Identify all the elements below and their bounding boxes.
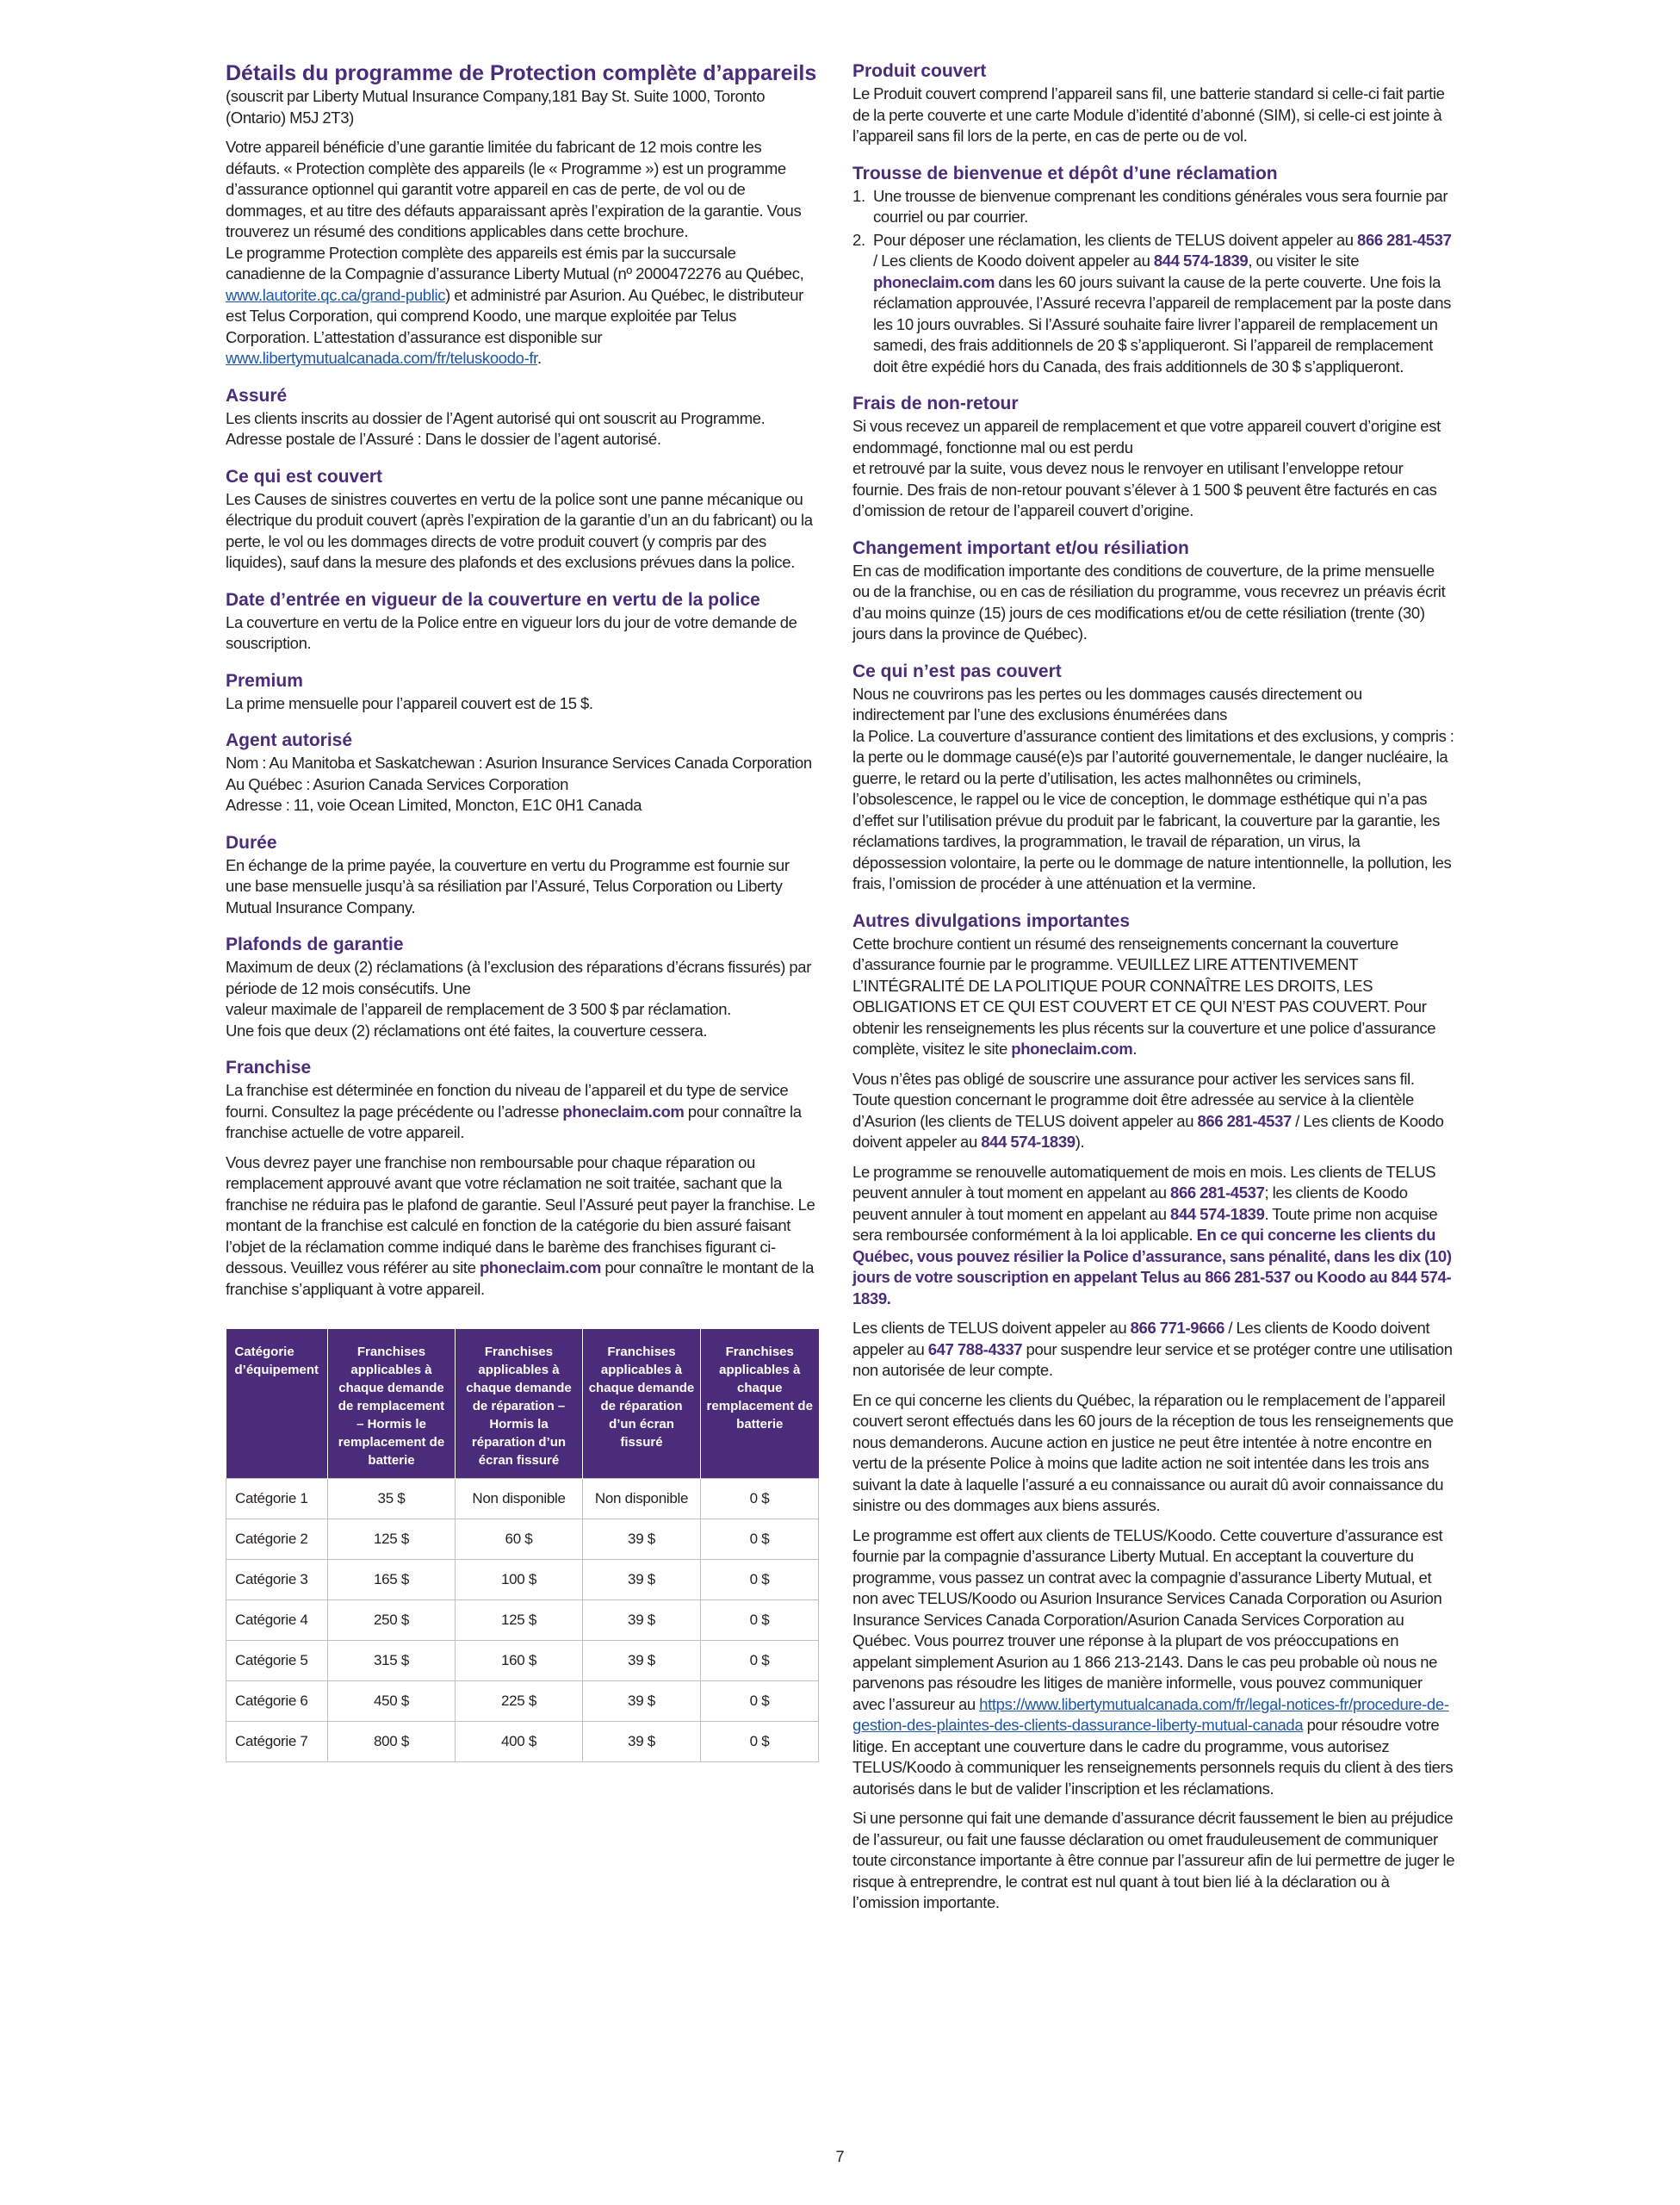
- page-number: 7: [835, 2148, 845, 2165]
- table-cell: 160 $: [456, 1641, 583, 1681]
- telus-phone[interactable]: 866 281-4537: [1197, 1111, 1292, 1130]
- limits-heading: Plafonds de garantie: [226, 935, 404, 954]
- covered-product-heading: Produit couvert: [852, 61, 987, 81]
- underwriter-note: (souscrit par Liberty Mutual Insurance Company,181 Bay St. Suite 1000, Toronto (Ontario) M5J 2T3): [226, 87, 766, 127]
- premium-section: [226, 670, 818, 715]
- premium-paragraph: La prime mensuelle pour l’appareil couvert est de 15 $.: [226, 693, 593, 712]
- table-header: Franchises applicables à chaque demande de réparation d’un écran fissuré: [583, 1329, 701, 1479]
- table-cell: 39 $: [583, 1681, 701, 1722]
- table-cell: 315 $: [328, 1641, 456, 1681]
- table-row: [226, 1479, 819, 1519]
- list-item: 1. Une trousse de bienvenue comprenant les conditions générales vous sera fournie par courriel ou par courrier.: [852, 186, 1448, 226]
- coverage-section: [226, 466, 818, 574]
- table-header: Catégorie d’équipement: [226, 1329, 328, 1479]
- claim-heading: Trousse de bienvenue et dépôt d’une réclamation: [852, 163, 1278, 183]
- non-return-paragraph-1: Si vous recevez un appareil de remplacement et que votre appareil couvert d’origine est endommagé, fonctionne mal ou est perdu: [852, 417, 1441, 457]
- koodo-phone[interactable]: 844 574-1839: [981, 1133, 1076, 1151]
- table-cell: Catégorie 4: [226, 1600, 328, 1641]
- disclosures-paragraph-1: Cette brochure contient un résumé des renseignements concernant la couverture d’assurance fournie par le programme. VEUILLEZ LIRE ATTENTIVEMENT L’INTÉGRALITÉ DE LA POLITIQUE POUR CONNAÎTRE LES DROITS, LES OBLIGATIONS ET CE QUI EST COUVERT ET CE QUI N’EST PAS COUVERT. Pour obtenir les renseignements les plus récents sur la couverture et une police d’assurance complète, visitez le site phoneclaim.com.: [852, 934, 1436, 1058]
- table-cell: 100 $: [456, 1560, 583, 1600]
- table-cell: 450 $: [328, 1681, 456, 1722]
- deductible-heading: Franchise: [226, 1058, 312, 1078]
- non-return-heading: Frais de non-retour: [852, 394, 1019, 413]
- agent-section: [226, 730, 818, 817]
- quebec-cancellation-notice: En ce qui concerne les clients du Québec, vous pouvez résilier la Police d’assurance, sans pénalité, dans les dix (10) jours de votre souscription en appelant Telus au 866 281-537 ou Koodo au 844 574-1839.: [852, 1226, 1452, 1307]
- table-header: Franchises applicables à chaque remplacement de batterie: [701, 1329, 819, 1479]
- disclosures-paragraph-4: Les clients de TELUS doivent appeler au 866 771-9666 / Les clients de Koodo doivent appeler au 647 788-4337 pour suspendre leur service et se protéger contre une utilisation non autorisée de leur compte.: [852, 1319, 1453, 1379]
- coverage-heading: Ce qui est couvert: [226, 466, 383, 487]
- koodo-phone[interactable]: 844 574-1839: [1170, 1204, 1265, 1223]
- table-row: [226, 1560, 819, 1600]
- telus-phone[interactable]: 866 281-4537: [1357, 230, 1452, 249]
- table-cell: Catégorie 5: [226, 1641, 328, 1681]
- table-cell: 0 $: [701, 1479, 819, 1519]
- covered-product-section: [852, 60, 1455, 147]
- table-cell: 0 $: [701, 1560, 819, 1600]
- table-cell: 400 $: [456, 1722, 583, 1762]
- table-cell: 125 $: [456, 1600, 583, 1641]
- claim-steps: [852, 186, 1455, 378]
- koodo-suspend-phone[interactable]: 647 788-4337: [927, 1339, 1023, 1358]
- table-cell: 39 $: [583, 1519, 701, 1560]
- table-cell: 60 $: [456, 1519, 583, 1560]
- limits-section: [226, 934, 818, 1041]
- disclosures-heading: Autres divulgations importantes: [852, 910, 1131, 931]
- table-cell: Catégorie 1: [226, 1479, 328, 1519]
- table-cell: Catégorie 6: [226, 1681, 328, 1722]
- change-paragraph: En cas de modification importante des conditions de couverture, de la prime mensuelle ou de la franchise, ou en cas de résiliation du programme, vous recevrez un préavis écrit d’au moins quinze (15) jours de ces modifications et/ou de cette résiliation (trente (30) jours dans la province de Québec).: [852, 561, 1446, 643]
- disclosures-paragraph-2: Vous n’êtes pas obligé de souscrire une assurance pour activer les services sans fil. Toute question concernant le programme doit être adressée au service à la clientèle d’Asurion (les clients de TELUS doivent appeler au 866 281-4537 / Les clients de Koodo doivent appeler au 844 574-1839).: [852, 1069, 1444, 1151]
- disclosures-paragraph-7: Si une personne qui fait une demande d’assurance décrit faussement le bien au préjudice de l’assureur, ou fait une fausse déclaration ou omet frauduleusement de communiquer toute circonstance importante à être connue par l’assureur afin de lui permettre de juger le risque à entreprendre, le contrat est nul quant à tout bien lié à la déclaration ou à l’omission importante.: [852, 1809, 1455, 1911]
- effective-date-paragraph: La couverture en vertu de la Police entre en vigueur lors du jour de votre demande de souscription.: [226, 612, 797, 652]
- agent-address: Adresse : 11, voie Ocean Limited, Moncton, E1C 0H1 Canada: [226, 796, 642, 814]
- disclosures-paragraph-6: Le programme est offert aux clients de TELUS/Koodo. Cette couverture d’assurance est fournie par la compagnie d’assurance Liberty Mutual. En acceptant la couverture du programme, vous passez un contrat avec la compagnie d’assurance Liberty Mutual, et non avec TELUS/Koodo ou Asurion Insurance Services Canada Corporation ou Asurion Insurance Services Canada Corporation/Asurion Canada Services Corporation au Québec. Vous pourrez trouver une réponse à la plupart de vos préoccupations en appelant simplement Asurion au 1 866 213-2143. Dans le cas peu probable où nous ne parvenons pas résoudre les litiges de manière informelle, vous pouvez communiquer avec l’assureur au https://www.libertymutualcanada.com/fr/legal-notices-fr/procedure-de-gestion-des-plaintes-des-clients-dassurance-liberty-mutual-canada pour résoudre votre litige. En acceptant une couverture dans le cadre du programme, vous autorisez TELUS/Koodo à communiquer les renseignements personnels requis du client à des tiers autorisés dans le but de valider l’inscription et les réclamations.: [852, 1525, 1454, 1798]
- table-cell: 0 $: [701, 1681, 819, 1722]
- table-cell: Non disponible: [583, 1479, 701, 1519]
- table-cell: Catégorie 2: [226, 1519, 328, 1560]
- table-cell: 39 $: [583, 1722, 701, 1762]
- insured-address: Adresse postale de l’Assuré : Dans le dossier de l’agent autorisé.: [226, 430, 661, 448]
- table-row: [226, 1519, 819, 1560]
- change-section: [852, 537, 1455, 645]
- claim-section: [852, 163, 1455, 378]
- table-row: [226, 1600, 819, 1641]
- phoneclaim-link[interactable]: phoneclaim.com: [562, 1102, 685, 1121]
- agent-heading: Agent autorisé: [226, 730, 353, 750]
- deductible-paragraph-1: La franchise est déterminée en fonction du niveau de l’appareil et du type de service fourni. Consultez la page précédente ou l’adresse phoneclaim.com pour connaître la franchise actuelle de votre appareil.: [226, 1081, 802, 1141]
- table-cell: 0 $: [701, 1600, 819, 1641]
- disclosures-section: [852, 910, 1455, 1914]
- page-title: Détails du programme de Protection complète d’appareils: [226, 61, 817, 85]
- complaints-link[interactable]: https://www.libertymutualcanada.com/fr/legal-notices-fr/procedure-de-gestion-des-plaintes-des-clients-dassurance-liberty-mutual-canada: [852, 1694, 1449, 1734]
- table-header: Franchises applicables à chaque demande de remplacement – Hormis le remplacement de batterie: [328, 1329, 456, 1479]
- non-return-section: [852, 393, 1455, 522]
- table-cell: Catégorie 7: [226, 1722, 328, 1762]
- table-cell: 39 $: [583, 1641, 701, 1681]
- coverage-paragraph: Les Causes de sinistres couvertes en vertu de la police sont une panne mécanique ou électrique du produit couvert (après l’expiration de la garantie d’un an du fabricant) ou la perte, le vol ou les dommages directs de votre produit couvert (y compris par des liquides), sauf dans la mesure des plafonds et des exclusions prévues dans la police.: [226, 489, 813, 571]
- deductible-table: [226, 1329, 819, 1762]
- table-cell: 0 $: [701, 1641, 819, 1681]
- table-cell: Catégorie 3: [226, 1560, 328, 1600]
- deductible-section: [226, 1057, 818, 1300]
- deductible-paragraph-2: Vous devrez payer une franchise non remboursable pour chaque réparation ou remplacement approuvé avant que votre réclamation ne soit traitée, sachant que la franchise ne réduira pas le plafond de garantie. Seul l’Assuré peut payer la franchise. Le montant de la franchise est calculé en fonction de la catégorie du bien assuré faisant l’objet de la réclamation comme indiqué dans le barème des franchises figurant ci-dessous. Veuillez vous référer au site phoneclaim.com pour connaître le montant de la franchise s’appliquant à votre appareil.: [226, 1152, 815, 1298]
- amf-link[interactable]: www.lautorite.qc.ca/grand-public: [226, 285, 446, 304]
- non-return-paragraph-2: et retrouvé par la suite, vous devez nous le renvoyer en utilisant l’enveloppe retour fournie. Des frais de non-retour pouvant s’élever à 1 500 $ peuvent être facturés en cas d’omission de retour de l’appareil couvert d’origine.: [852, 459, 1437, 519]
- limits-claims: Maximum de deux (2) réclamations (à l’exclusion des réparations d’écrans fissurés) par période de 12 mois consécutifs. Une: [226, 958, 812, 997]
- table-cell: 225 $: [456, 1681, 583, 1722]
- limits-cease: Une fois que deux (2) réclamations ont été faites, la couverture cessera.: [226, 1021, 708, 1040]
- intro-section: [226, 60, 818, 370]
- table-cell: 0 $: [701, 1519, 819, 1560]
- duration-heading: Durée: [226, 832, 277, 853]
- phoneclaim-link[interactable]: phoneclaim.com: [479, 1258, 602, 1276]
- list-item: 2. Pour déposer une réclamation, les clients de TELUS doivent appeler au 866 281-4537 / Les clients de Koodo doivent appeler au 844 574-1839, ou visiter le site phoneclaim.com dans les 60 jours suivant la cause de la perte couverte. Une fois la réclamation approuvée, l’Assuré recevra l’appareil de remplacement par la poste dans les 10 jours ouvrables. Si l’Assuré souhaite faire livrer l’appareil de remplacement un samedi, des frais additionnels de 20 $ s’appliqueront. Si l’appareil de remplacement doit être expédié hors du Canada, des frais additionnels de 30 $ s’appliqueront.: [852, 230, 1452, 376]
- table-cell: Non disponible: [456, 1479, 583, 1519]
- table-cell: 250 $: [328, 1600, 456, 1641]
- duration-paragraph: En échange de la prime payée, la couverture en vertu du Programme est fournie sur une base mensuelle jusqu’à sa résiliation par l’Assuré, Telus Corporation ou Liberty Mutual Insurance Company.: [226, 855, 790, 916]
- table-cell: 35 $: [328, 1479, 456, 1519]
- agent-quebec: Au Québec : Asurion Canada Services Corporation: [226, 774, 569, 793]
- right-column: [852, 60, 1455, 1929]
- left-column: [226, 60, 818, 1762]
- disclosures-paragraph-5: En ce qui concerne les clients du Québec, la réparation ou le remplacement de l’appareil couvert seront effectués dans les 60 jours de la réception de tous les renseignements que nous demanderons. Aucune action en justice ne peut être intentée à notre encontre en vertu de la présente Police à moins que ladite action ne soit intentée dans les trois ans suivant la date à laquelle l’assuré a eu connaissance ou aurait dû avoir connaissance du sinistre ou des dommages aux biens assurés.: [852, 1390, 1454, 1514]
- premium-heading: Premium: [226, 670, 303, 691]
- insured-section: [226, 385, 818, 450]
- intro-paragraph: Votre appareil bénéficie d’une garantie limitée du fabricant de 12 mois contre les défauts. « Protection complète des appareils (le « Programme ») est un programme d’assurance optionnel qui garantit votre appareil en cas de perte, de vol ou de dommages, et au titre des défauts apparaissant après l’expiration de la garantie. Vous trouverez un résumé des conditions applicables dans cette brochure.: [226, 138, 802, 240]
- insured-paragraph: Les clients inscrits au dossier de l’Agent autorisé qui ont souscrit au Programme.: [226, 408, 766, 427]
- not-covered-heading: Ce qui n’est pas couvert: [852, 661, 1062, 681]
- table-row: [226, 1681, 819, 1722]
- issuer-paragraph: Le programme Protection complète des appareils est émis par la succursale canadienne de la Compagnie d’assurance Liberty Mutual (nº 2000472276 au Québec, www.lautorite.qc.ca/grand-public) et administré par Asurion. Au Québec, le distributeur est Telus Corporation, qui comprend Koodo, une marque exploitée par Telus Corporation. L’attestation d’assurance est disponible sur www.libertymutualcanada.com/fr/teluskoodo-fr.: [226, 243, 804, 367]
- covered-product-paragraph: Le Produit couvert comprend l’appareil sans fil, une batterie standard si celle-ci fait partie de la perte couverte et une carte Module d’identité d’abonné (SIM), si celle-ci est jointe à l’appareil sans fil lors de la perte, en cas de perte ou de vol.: [852, 84, 1445, 145]
- koodo-phone[interactable]: 844 574-1839: [1153, 252, 1249, 270]
- table-row: [226, 1722, 819, 1762]
- table-cell: 125 $: [328, 1519, 456, 1560]
- limits-value: valeur maximale de l’appareil de remplacement de 3 500 $ par réclamation.: [226, 1000, 731, 1018]
- not-covered-paragraph-2: la Police. La couverture d’assurance contient des limitations et des exclusions, y compris : la perte ou le dommage causé(e)s par l’autorité gouvernementale, le danger nucléaire, la guerre, le retard ou la perte d’utilisation, les actes malhonnêtes ou criminels, l’obsolescence, le rappel ou le vice de conception, le dommage esthétique qui n’a pas d’effet sur l’utilisation prévue du produit par le fabricant, la couverture par la garantie, les réclamations tardives, la programmation, le travail de réparation, un virus, la dépossession volontaire, la perte ou le dommage de nature intentionnelle, la pollution, les frais, l’omission de procéder à une atténuation et la vermine.: [852, 726, 1454, 892]
- phoneclaim-link[interactable]: phoneclaim.com: [1011, 1040, 1133, 1058]
- insured-heading: Assuré: [226, 385, 288, 406]
- disclosures-paragraph-3: Le programme se renouvelle automatiquement de mois en mois. Les clients de TELUS peuvent annuler à tout moment en appelant au 866 281-4537; les clients de Koodo peuvent annuler à tout moment en appelant au 844 574-1839. Toute prime non acquise sera remboursée conformément à la loi applicable. En ce qui concerne les clients du Québec, vous pouvez résilier la Police d’assurance, sans pénalité, dans les dix (10) jours de votre souscription en appelant Telus au 866 281-537 ou Koodo au 844 574-1839.: [852, 1162, 1452, 1307]
- telus-phone[interactable]: 866 281-4537: [1170, 1183, 1265, 1202]
- effective-date-heading: Date d’entrée en vigueur de la couverture en vertu de la police: [226, 589, 760, 610]
- table-cell: 165 $: [328, 1560, 456, 1600]
- telus-suspend-phone[interactable]: 866 771-9666: [1130, 1319, 1225, 1337]
- table-header-row: [226, 1329, 819, 1479]
- table-cell: 39 $: [583, 1600, 701, 1641]
- effective-date-section: [226, 589, 818, 655]
- change-heading: Changement important et/ou résiliation: [852, 537, 1189, 558]
- duration-section: [226, 832, 818, 919]
- table-row: [226, 1641, 819, 1681]
- table-cell: 0 $: [701, 1722, 819, 1762]
- certificate-link[interactable]: www.libertymutualcanada.com/fr/teluskoodo-fr: [226, 349, 537, 367]
- phoneclaim-link[interactable]: phoneclaim.com: [873, 272, 995, 291]
- table-header: Franchises applicables à chaque demande de réparation – Hormis la réparation d’un écran fissuré: [456, 1329, 583, 1479]
- table-cell: 39 $: [583, 1560, 701, 1600]
- agent-name: Nom : Au Manitoba et Saskatchewan : Asurion Insurance Services Canada Corporation: [226, 754, 812, 772]
- table-cell: 800 $: [328, 1722, 456, 1762]
- not-covered-section: [852, 661, 1455, 895]
- not-covered-paragraph-1: Nous ne couvrirons pas les pertes ou les dommages causés directement ou indirectement par l’une des exclusions énumérées dans: [852, 684, 1362, 724]
